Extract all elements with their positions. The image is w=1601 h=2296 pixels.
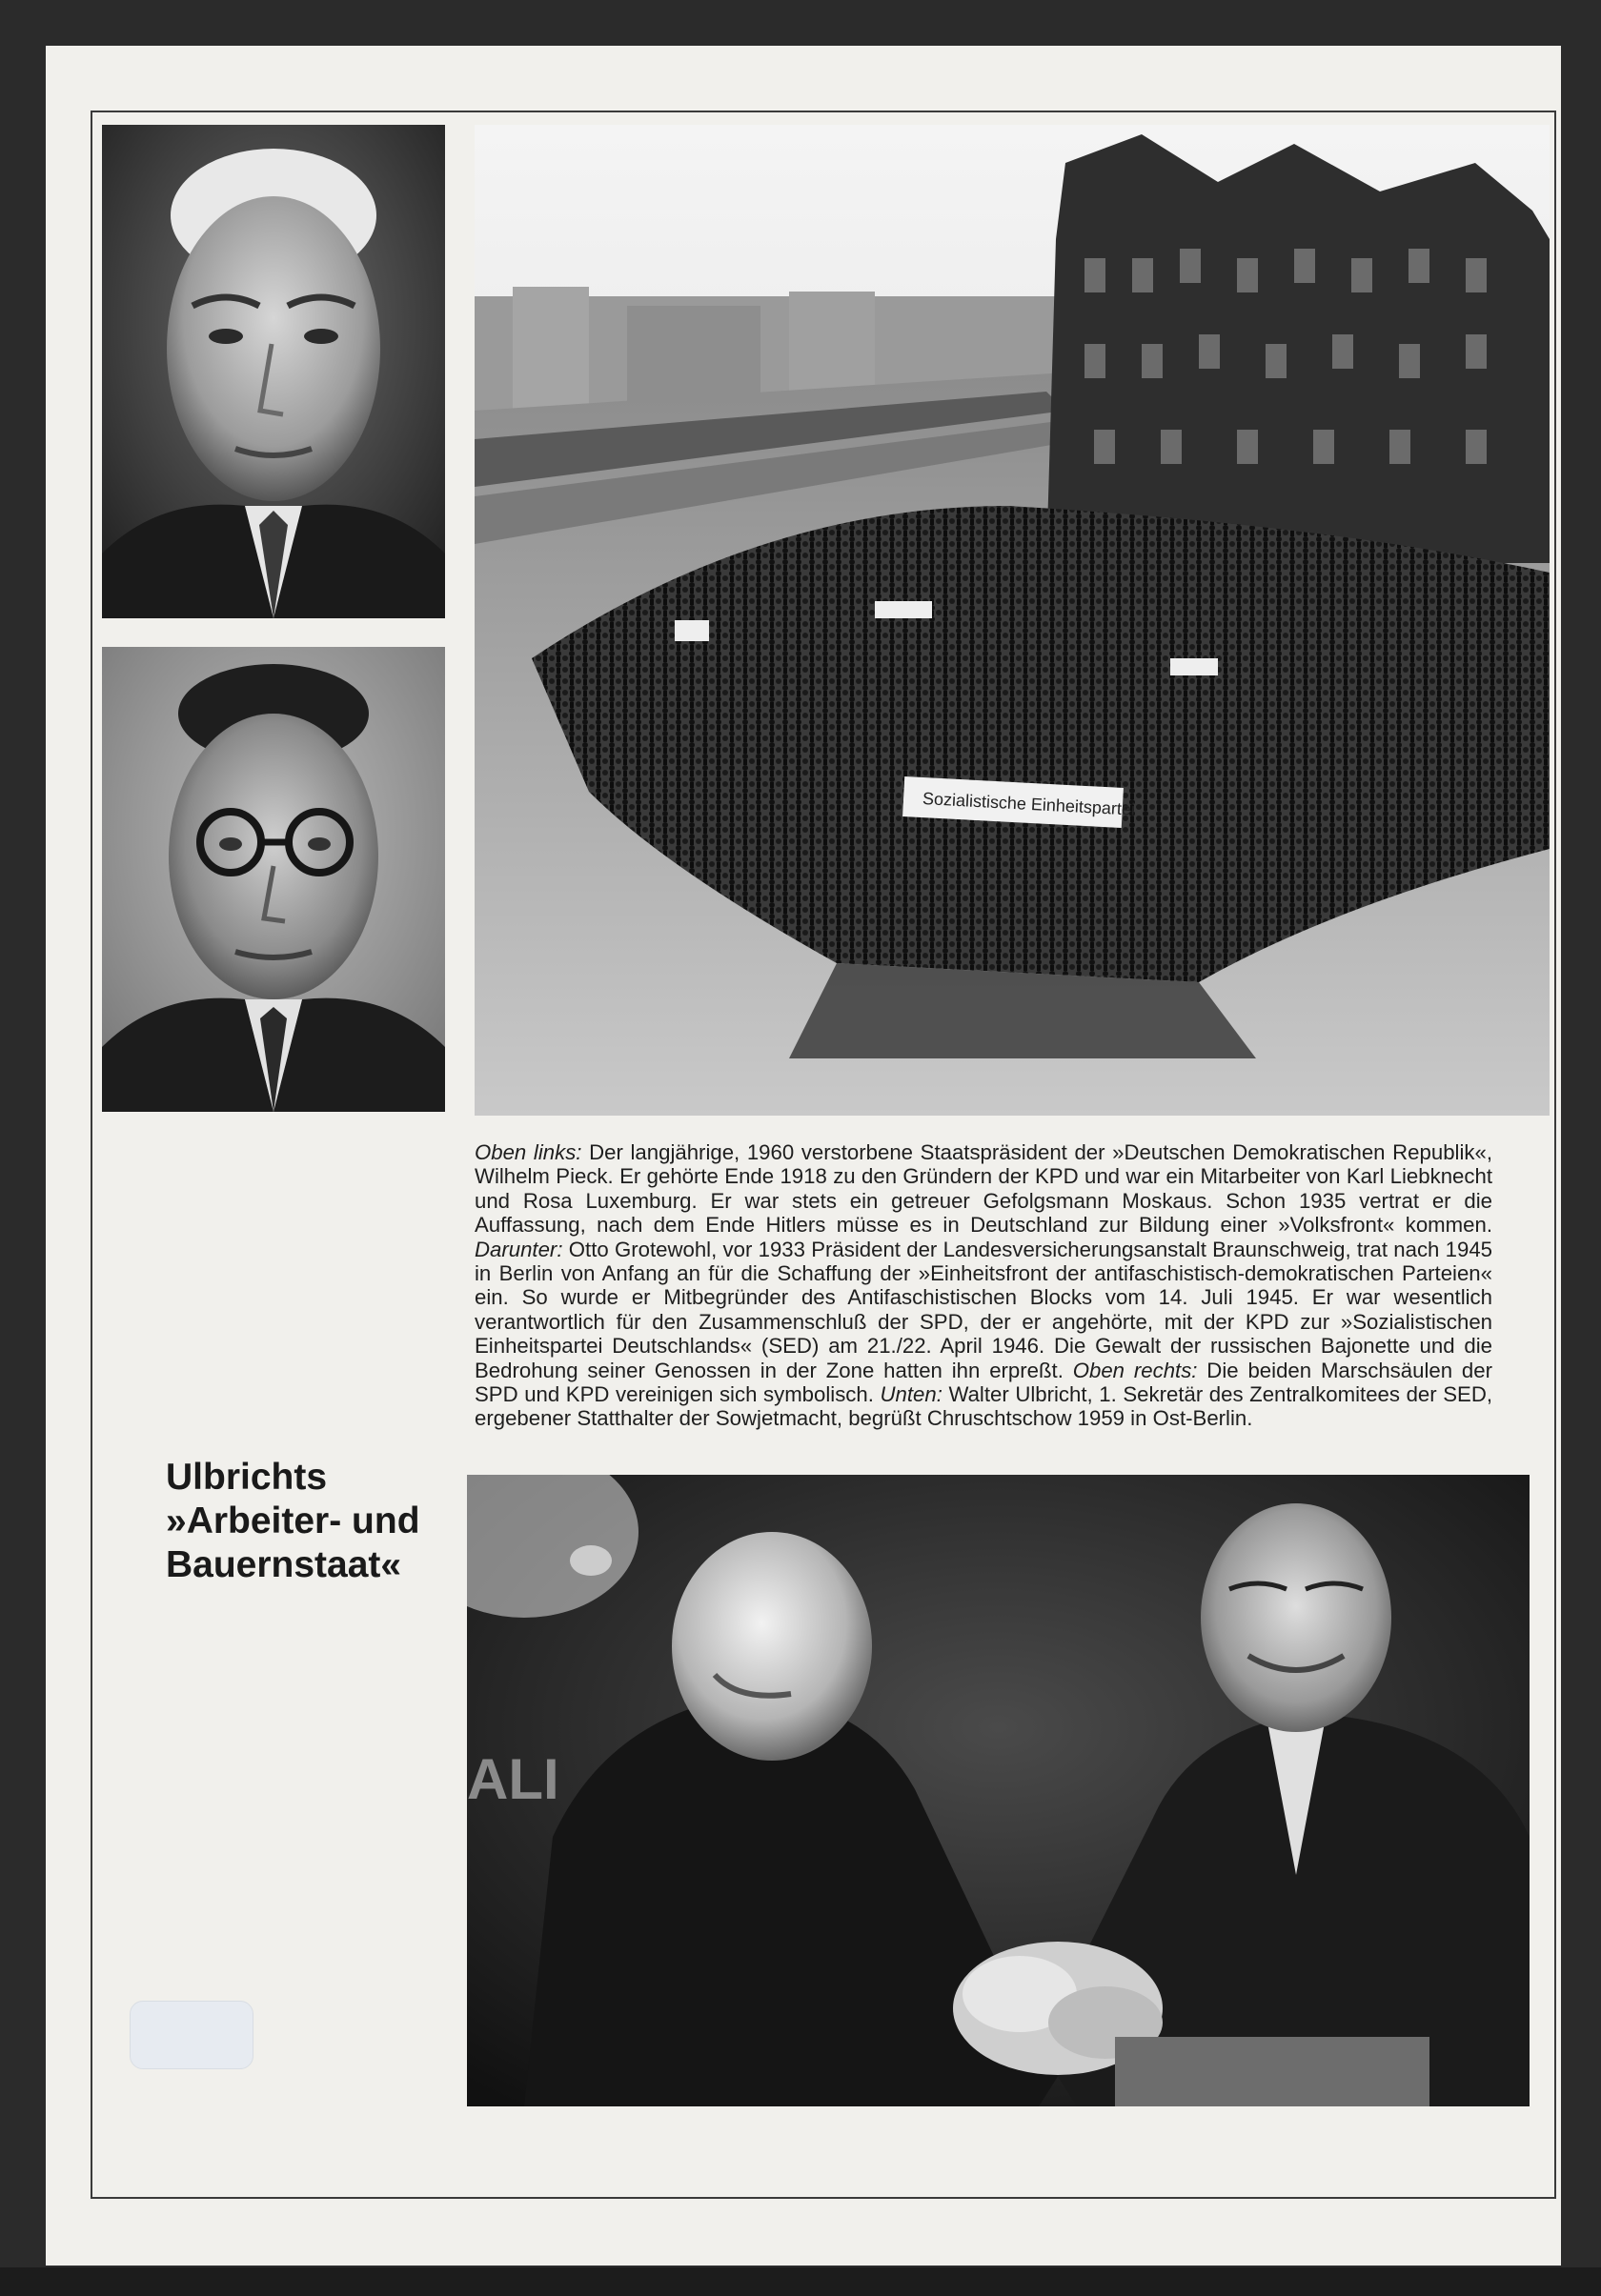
caption-label-oben-rechts: Oben rechts: xyxy=(1072,1358,1198,1382)
title-line-3: Bauernstaat« xyxy=(166,1544,402,1585)
title-line-1: Ulbrichts xyxy=(166,1457,328,1498)
title-line-2: »Arbeiter- und xyxy=(166,1500,420,1541)
page-number-tag xyxy=(130,2001,253,2069)
caption-label-unten: Unten: xyxy=(880,1382,942,1407)
scan-edge xyxy=(0,2267,1601,2296)
caption-text-oben-links: Der langjährige, 1960 verstorbene Staatspräsident der »Deutschen Demokratischen Republik«, Wilhelm Pieck. Er gehörte Ende 1918 zu den Gründern der KPD und war ein Mitarbeiter von Karl Liebknecht und Rosa Luxemburg. Er war stets ein getreuer Gefolgsmann Moskaus. Schon 1935 vertrat er die Auffassung, nach dem Ende Hitlers müsse es in Deutschland zur Bildung einer »Volksfront« kommen. xyxy=(475,1140,1492,1238)
banner-text: Sozialistische Einheitspartei xyxy=(922,789,1136,819)
caption-label-oben-links: Oben links: xyxy=(475,1140,582,1164)
handshake-photo xyxy=(467,1475,1530,2106)
portrait-photo-pieck xyxy=(102,125,445,618)
crowd-march-photo xyxy=(475,125,1550,1116)
caption-text-oben-rechts: Die beiden Marschsäulen der SPD und KPD vereinigen sich symbolisch. xyxy=(475,1358,1492,1407)
caption-text-darunter: Otto Grotewohl, vor 1933 Präsident der Landesversicherungsanstalt Braunschweig, trat nach 1945 in Berlin von Anfang an für die Schaffung der »Einheitsfront der antifaschistisch-demokratischen Parteien« ein. So wurde er Mitbegründer des Antifaschistischen Blocks vom 14. Juli 1945. Er war wesentlich verantwortlich für den Zusammenschluß der SPD, der er angehörte, mit der KPD zur »Sozialistischen Einheitspartei Deutschlands« (SED) am 21./22. April 1946. Die Gewalt der russischen Bajonette und die Bedrohung seiner Genossen in der Zone hatten ihn erpreßt. xyxy=(475,1237,1492,1382)
portrait-photo-icon xyxy=(102,125,445,618)
portrait-photo-grotewohl xyxy=(102,647,445,1112)
photo-caption xyxy=(475,1140,1492,1431)
page-title xyxy=(166,1456,452,1587)
handshake-photo-icon xyxy=(467,1475,1530,2106)
portrait-photo-icon xyxy=(102,647,445,1112)
background-letters: ALI xyxy=(467,1747,559,1811)
caption-label-darunter: Darunter: xyxy=(475,1237,563,1261)
caption-text-unten: Walter Ulbricht, 1. Sekretär des Zentralkomitees der SED, ergebener Statthalter der Sowjetmacht, begrüßt Chruschtschow 1959 in Ost-Berlin. xyxy=(475,1382,1493,1431)
crowd-march-photo-icon xyxy=(475,125,1550,1116)
